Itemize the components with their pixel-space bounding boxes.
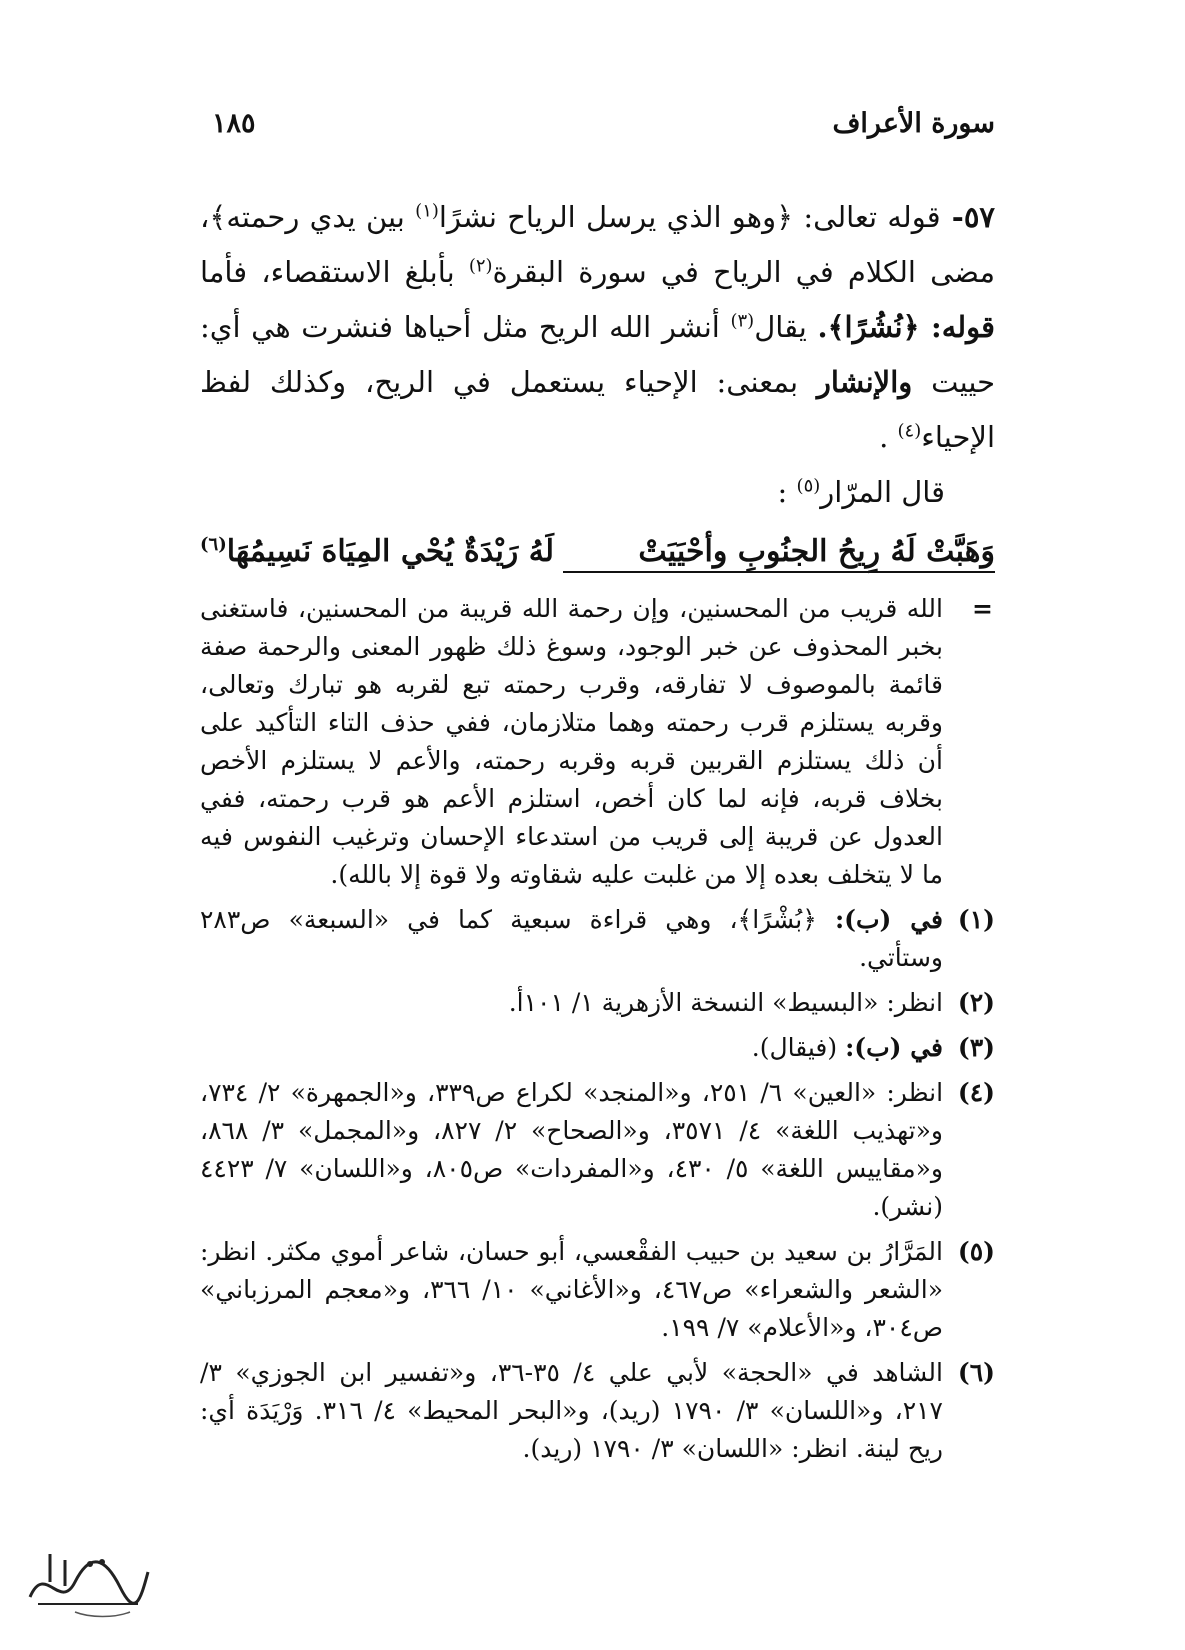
footnote-number: (٥) <box>957 1237 995 1266</box>
main-text <box>200 190 995 579</box>
page-header <box>200 108 995 148</box>
footnote-separator <box>563 571 995 573</box>
bold-phrase: والإنشار <box>816 365 913 399</box>
text-run: الشاهد في «الحجة» لأبي علي ٤/ ٣٥-٣٦، و«تفسير ابن الجوزي» ٣/ ٢١٧، و«اللسان» ٣/ ١٧٩٠ (ريد)، و«البحر المحيط» ٤/ ٣١٦. وَرْيَدَة أي: ريح لينة. انظر: «اللسان» ٣/ ١٧٩٠ (ريد). <box>200 1358 943 1463</box>
text-run: المَرَّارُ بن سعيد بن حبيب الفقْعسي، أبو حسان، شاعر أموي مكثر. انظر: «الشعر والشعراء» ص٤٦٧، و«الأغاني» ١٠/ ٣٦٦، و«معجم المرزباني» ص٣٠٤، و«الأعلام» ٧/ ١٩٩. <box>200 1237 943 1342</box>
footnote-1 <box>200 901 995 977</box>
text-run: . <box>879 420 898 454</box>
footnote-lead: في (ب): <box>845 1033 943 1062</box>
text-run: انظر: «العين» ٦/ ٢٥١، و«المنجد» لكراع ص٣٣٩، و«الجمهرة» ٢/ ٧٣٤، و«تهذيب اللغة» ٤/ ٣٥٧١، و«الصحاح» ٢/ ٨٢٧، و«المجمل» ٣/ ٨٦٨، و«مقاييس اللغة» ٥/ ٤٣٠، و«المفردات» ص٨٠٥، و«اللسان» ٧/ ٤٤٢٣ (نشر). <box>200 1078 944 1221</box>
footnote-3 <box>200 1029 995 1067</box>
footnote-ref: (١) <box>415 200 439 222</box>
page-number: ١٨٥ <box>212 108 256 139</box>
verse-second-hemistich <box>200 524 554 579</box>
footnote-number: (١) <box>957 905 995 934</box>
text-run: (فيقال). <box>751 1033 846 1062</box>
footnote-ref: (٦) <box>200 534 227 555</box>
publisher-logo-icon <box>20 1542 155 1622</box>
text-run: : <box>777 475 797 509</box>
continuation-marker: = <box>972 594 993 623</box>
text-run: ﴿بُشْرًا﴾، وهي قراءة سبعية كما في «السبعة» ص٢٨٣ وستأتي. <box>200 905 943 972</box>
footnote-number: (٢) <box>957 988 995 1017</box>
footnote-number: (٦) <box>957 1358 995 1387</box>
footnote-text <box>200 1354 943 1468</box>
sura-title: سورة الأعراف <box>832 108 995 139</box>
footnote-6 <box>200 1354 995 1468</box>
footnote-text <box>200 1074 943 1226</box>
footnote-text <box>200 1029 943 1067</box>
text-run: بمعنى: الإحياء يستعمل في الريح، وكذلك لفظ الإحياء <box>200 365 995 454</box>
footnote-4 <box>200 1074 995 1226</box>
text-run: أنشر الله الريح مثل أحياها فنشرت هي أي: حييت <box>200 310 995 399</box>
footnote-number: (٤) <box>957 1078 995 1107</box>
footnote-text <box>200 901 943 977</box>
text-run: بأبلغ الاستقصاء، فأما <box>200 255 469 289</box>
text-run: قوله تعالى: ﴿وهو الذي يرسل الرياح نشرًا <box>438 200 941 234</box>
text-run: قال المرّار <box>820 475 945 509</box>
bold-phrase: قوله: ﴿نُشُرًا﴾. <box>817 310 995 344</box>
text-run: بين يدي رحمته﴾، مضى الكلام في الرياح في سورة البقرة <box>200 200 995 289</box>
footnote-ref: (٣) <box>730 310 755 332</box>
footnote-number: (٣) <box>957 1033 995 1062</box>
footnote-5 <box>200 1233 995 1347</box>
verse-number: ٥٧- <box>940 200 995 234</box>
footnote-ref: (٢) <box>468 255 493 277</box>
paragraph-57 <box>200 190 995 465</box>
footnote-ref: (٥) <box>796 475 821 497</box>
footnote-lead: في (ب): <box>834 905 943 934</box>
footnote-continuation <box>200 590 995 894</box>
footnote-text <box>200 984 943 1022</box>
text-run: يقال <box>754 310 818 344</box>
footnote-text <box>200 1233 943 1347</box>
text-run: انظر: «البسيط» النسخة الأزهرية ١/ ١٠١أ. <box>508 988 943 1017</box>
quote-intro <box>200 465 995 520</box>
footnote-ref: (٤) <box>897 420 922 442</box>
footnote-2 <box>200 984 995 1022</box>
verse-first-hemistich: وَهَبَّتْ لَهُ رِيحُ الجنُوبِ وأحْيَيَتْ <box>638 534 995 569</box>
text-run: لَهُ رَيْدَةٌ يُحْي المِيَاهَ نَسِيمُهَا <box>226 534 554 569</box>
continuation-text: الله قريب من المحسنين، وإن رحمة الله قريبة من المحسنين، فاستغنى بخبر المحذوف عن خبر الوجود، وسوغ ذلك ظهور المعنى والرحمة صفة قائمة بالموصوف لا تفارقه، وقرب رحمته تبع لقربه هو تبارك وتعالى، وقربه يستلزم قرب رحمته وهما متلازمان، ففي حذف التاء التأكيد على أن ذلك يستلزم القربين قربه وقربه رحمته، والأعم لا يستلزم الأخص بخلاف قربه، فإنه لما كان أخص، استلزم الأعم هو قرب رحمته، ففي العدول عن قريبة إلى قريب من استدعاء الإحسان وترغيب النفوس فيه ما لا يتخلف بعده إلا من غلبت عليه شقاوته ولا قوة إلا بالله). <box>200 594 943 889</box>
footnotes-section <box>200 590 995 1468</box>
